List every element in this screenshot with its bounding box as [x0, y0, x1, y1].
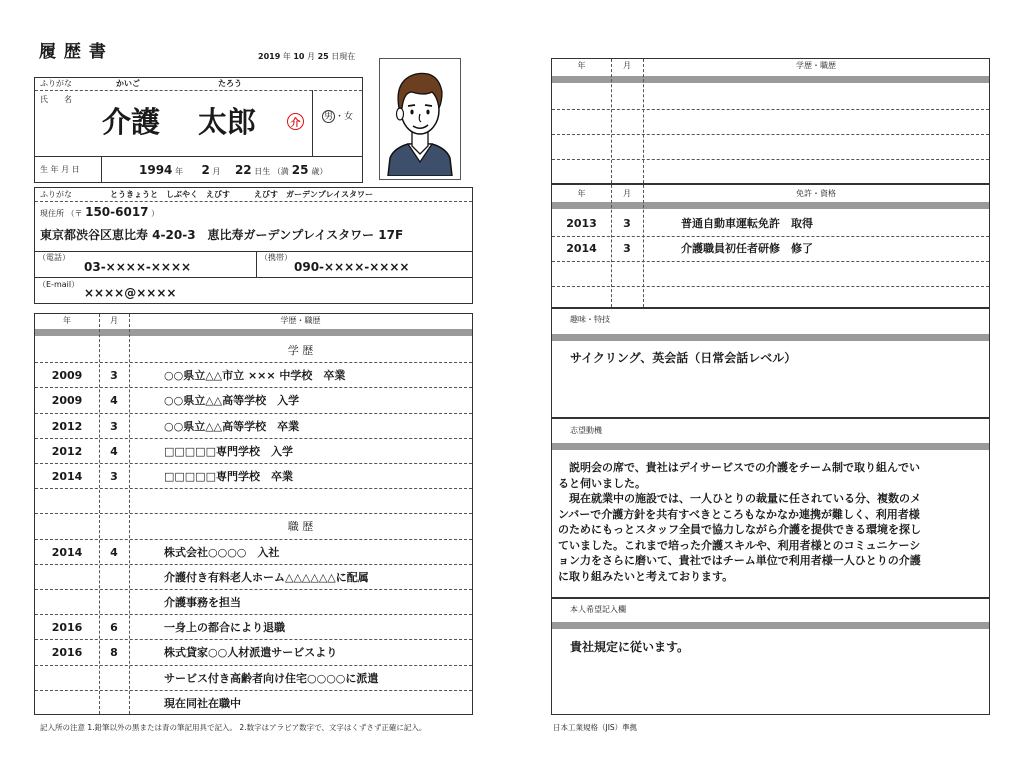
row-text: □□□□□専門学校 卒業: [164, 470, 293, 483]
divider: [35, 156, 362, 157]
row-month: 3: [110, 470, 118, 483]
row-text: サービス付き高齢者向け住宅○○○○に派遣: [164, 671, 379, 685]
section-heading: 職 歴: [287, 520, 314, 534]
row-month: 3: [110, 369, 118, 383]
divider: [552, 286, 989, 287]
row-text: 介護職員初任者研修 修了: [681, 242, 813, 255]
divider: [611, 59, 612, 183]
email-value: ××××@××××: [84, 286, 177, 300]
history-header-year: 年: [63, 316, 71, 325]
address-furigana: とうきょうと しぶやく えびす えびす ガーデンプレイスタワー: [110, 190, 374, 199]
header-bar: [552, 622, 989, 629]
row-year: 2014: [51, 470, 83, 483]
licenses-header-year: 年: [577, 189, 586, 198]
date-line: [258, 51, 355, 62]
divider: [312, 90, 313, 156]
table-row: [35, 690, 472, 715]
page-title: 履 歴 書: [39, 42, 107, 62]
birth-day-unit: 日生: [254, 167, 271, 176]
divider: [552, 134, 989, 135]
address-label: 現住所: [40, 209, 64, 218]
row-month: 4: [110, 444, 118, 458]
age: 25: [291, 163, 309, 177]
gender-select: [322, 109, 353, 123]
header-bar: [35, 329, 472, 336]
motivation-line: ていました。これまで培った介護スキルや、利用者様とのコミュニケーシ: [558, 538, 921, 552]
phone-value: 03-××××-××××: [84, 260, 192, 274]
birth-date: [139, 163, 327, 177]
birth-label: 生 年 月 日: [40, 165, 80, 174]
table-row: [35, 564, 472, 589]
licenses-header-month: 月: [623, 189, 631, 198]
divider: [643, 59, 644, 183]
address-text: 東京都渋谷区恵比寿 4-20-3 恵比寿ガーデンプレイスタワー 17F: [40, 228, 404, 242]
date-day-unit: 日現在: [331, 52, 356, 61]
row-text: □□□□□専門学校 入学: [164, 444, 293, 458]
history-header-content: 学歴・職歴: [280, 316, 321, 325]
gender-female: 女: [344, 112, 354, 122]
motivation-line: 説明会の席で、貴社はデイサービスでの介護をチーム制で取り組んでい: [558, 461, 921, 474]
email-label: （E-mail）: [38, 280, 80, 289]
birth-day: 22: [234, 163, 252, 177]
motivation-line: ョン力をさらに磨いて、貴社ではチーム単位で利用者様一人ひとりの介護: [558, 554, 921, 567]
mobile-label: （携帯）: [260, 253, 292, 262]
birth-month: 2: [201, 163, 210, 177]
name-label: 氏 名: [40, 95, 72, 104]
hobbies-label: 趣味・特技: [570, 315, 610, 324]
postal-suffix: ）: [151, 209, 160, 218]
table-row: [35, 589, 472, 614]
row-text: ○○県立△△高等学校 卒業: [164, 419, 300, 433]
wishes-text: 貴社規定に従います。: [570, 640, 690, 654]
header-bar: [552, 443, 989, 450]
table-row: [35, 463, 472, 488]
motivation-label: 志望動機: [570, 426, 602, 435]
table-row: [552, 211, 989, 236]
motivation-line: ンバーで介護方針を共有すべきところもなかなか連携が難しく、利用者様: [558, 507, 920, 521]
table-row: [35, 614, 472, 639]
postal-line: [40, 205, 159, 219]
table-row: [35, 362, 472, 387]
row-month: 3: [623, 242, 631, 255]
motivation-line: 現在就業中の施設では、一人ひとりの裁量に任されている分、複数のメ: [558, 492, 921, 505]
date-day: 25: [317, 52, 329, 61]
divider: [256, 251, 257, 277]
divider: [35, 277, 472, 278]
birth-year: 1994: [139, 163, 173, 177]
row-year: 2012: [51, 419, 83, 433]
gender-male: 男: [323, 112, 333, 122]
table-row: [35, 665, 472, 690]
history-right-header-year: 年: [577, 61, 586, 70]
furigana-label: ふりがな: [40, 79, 72, 88]
row-month: 3: [623, 217, 631, 230]
table-row: [35, 639, 472, 664]
divider: [35, 251, 472, 252]
motivation-text: [558, 460, 986, 584]
table-row: [35, 488, 472, 513]
date-year-unit: 年: [282, 52, 291, 61]
birth-month-unit: 月: [212, 167, 221, 176]
row-text: 株式会社○○○○ 入社: [164, 545, 280, 559]
header-bar: [552, 334, 989, 341]
row-year: 2009: [51, 394, 83, 408]
section-heading: 学 歴: [287, 344, 314, 357]
history-right-header-content: 学歴・職歴: [796, 61, 836, 70]
footnote-right: 日本工業規格（JIS）準拠: [553, 723, 638, 732]
motivation-line: ると伺いました。: [558, 476, 646, 490]
history-right-header-month: 月: [623, 61, 631, 70]
wishes-section: [551, 598, 990, 715]
table-row: [35, 438, 472, 463]
table-row: [35, 337, 472, 362]
row-month: 3: [110, 419, 118, 433]
furigana-given: たろう: [218, 79, 242, 88]
table-row: [35, 413, 472, 438]
wishes-label: 本人希望記入欄: [570, 605, 626, 614]
address-furigana-label: ふりがな: [40, 190, 72, 199]
age-open: （満: [272, 167, 289, 176]
row-text: ○○県立△△市立 ××× 中学校 卒業: [164, 369, 346, 383]
row-month: 6: [110, 621, 118, 635]
footnote-left: 記入所の注意 1.鉛筆以外の黒または青の筆記用具で記入。 2.数字はアラビア数字で、文字はくずさず正確に記入。: [40, 723, 427, 732]
row-text: 普通自動車運転免許 取得: [681, 217, 813, 230]
table-row: [552, 236, 989, 261]
row-year: 2009: [51, 369, 83, 383]
divider: [101, 156, 102, 183]
history-header-month: 月: [110, 316, 118, 325]
row-month: 4: [110, 394, 118, 408]
given-name: 太郎: [198, 105, 257, 139]
row-year: 2013: [566, 217, 597, 230]
row-text: ○○県立△△高等学校 入学: [164, 394, 300, 408]
licenses-header-content: 免許・資格: [796, 189, 836, 198]
row-text: 介護事務を担当: [164, 596, 241, 609]
divider: [552, 159, 989, 160]
row-year: 2016: [51, 621, 83, 635]
header-bar: [552, 76, 989, 83]
seal-text: 介: [290, 118, 301, 129]
mobile-value: 090-××××-××××: [294, 260, 410, 274]
row-text: 株式貸家○○人材派遣サービスより: [164, 646, 338, 660]
person-portrait-icon: [382, 62, 458, 176]
divider: [552, 261, 989, 262]
row-text: 介護付き有料老人ホーム△△△△△△に配属: [164, 570, 369, 584]
table-row: [35, 539, 472, 564]
row-text: 一身上の都合により退職: [164, 621, 285, 635]
row-year: 2014: [51, 545, 83, 559]
table-row: [35, 387, 472, 412]
motivation-line: に取り組みたいと考えております。: [558, 569, 734, 583]
date-month: 10: [293, 52, 305, 61]
date-month-unit: 月: [307, 52, 316, 61]
birth-year-unit: 年: [174, 167, 183, 176]
row-text: 現在同社在職中: [164, 696, 241, 710]
date-year: 2019: [258, 52, 281, 61]
postal-prefix: （〒: [66, 209, 83, 218]
row-month: 4: [110, 545, 118, 559]
divider: [552, 109, 989, 110]
gender-separator: ・: [335, 112, 345, 122]
age-close: 歳）: [311, 167, 328, 176]
hobbies-text: サイクリング、英会話（日常会話レベル）: [570, 351, 797, 365]
postal-code: 150-6017: [85, 205, 149, 219]
row-year: 2016: [51, 646, 83, 660]
furigana-family: かいご: [116, 79, 140, 88]
divider: [35, 201, 472, 202]
family-name: 介護: [102, 105, 161, 139]
header-bar: [552, 202, 989, 209]
table-row: [35, 513, 472, 538]
row-year: 2012: [51, 444, 83, 458]
row-month: 8: [110, 646, 118, 660]
seal-stamp: [287, 113, 304, 130]
row-year: 2014: [566, 242, 597, 255]
phone-label: （電話）: [38, 253, 70, 262]
motivation-line: のためにもっとスタッフ全員で協力しながら介護を提供できる環境を探し: [558, 523, 921, 536]
